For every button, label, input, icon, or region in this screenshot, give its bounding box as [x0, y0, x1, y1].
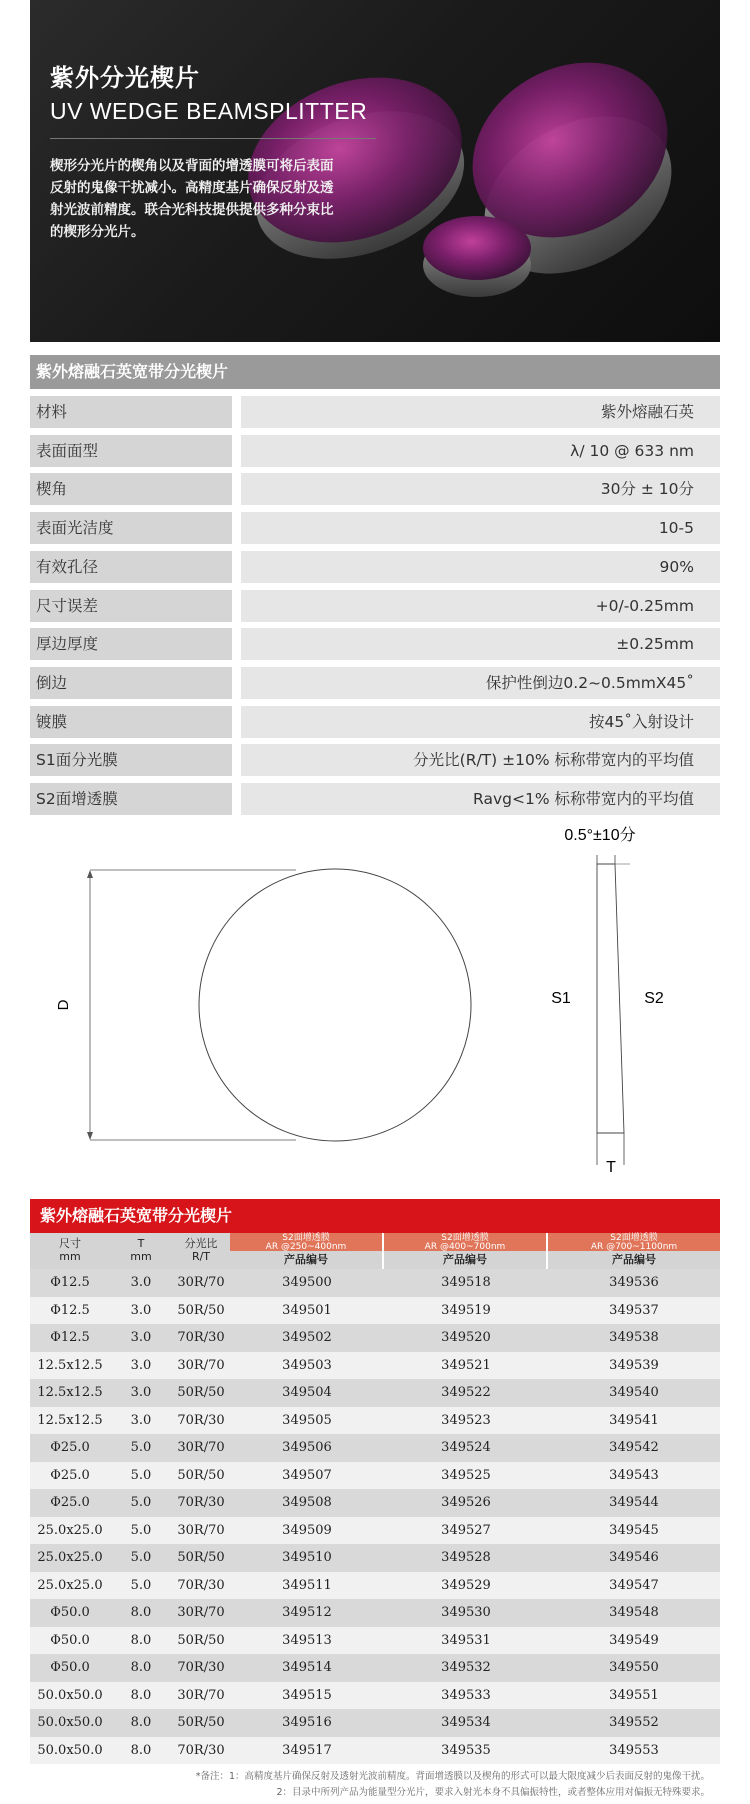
cell-size: Φ50.0 [50, 1605, 90, 1620]
col-header-t-label: T [137, 1237, 145, 1250]
footnote-2: 2：目录中所列产品为能量型分光片，要求入射光本身不具偏振特性，或者整体应用对偏振无特殊要求。 [276, 1787, 710, 1798]
spec-value: 30分 ± 10分 [241, 473, 720, 505]
col-header-ratio [172, 1233, 230, 1269]
cell-pn-ar-250-400: 349507 [282, 1467, 332, 1483]
cell-pn-ar-700-1100: 349552 [609, 1715, 659, 1730]
cell-ratio: 70R/30 [177, 1495, 225, 1510]
spec-row [30, 396, 720, 428]
cell-pn-ar-250-400: 349512 [282, 1605, 332, 1620]
col-header-pn-3: 产品编号 [548, 1251, 720, 1269]
cell-pn-ar-700-1100: 349544 [609, 1495, 659, 1510]
cell-pn-ar-400-700: 349525 [441, 1467, 491, 1483]
table-row [30, 1379, 720, 1407]
d-label: D [55, 999, 72, 1011]
spec-label: 尺寸误差 [30, 590, 232, 622]
cell-size: Φ25.0 [50, 1467, 90, 1483]
cell-t: 5.0 [130, 1440, 152, 1455]
hero-divider [50, 138, 376, 139]
cell-pn-ar-400-700: 349523 [441, 1412, 491, 1428]
cell-pn-ar-400-700: 349522 [441, 1385, 491, 1400]
cell-pn-ar-700-1100: 349539 [609, 1357, 659, 1373]
s1-label: S1 [551, 990, 571, 1007]
col-header-size [30, 1233, 110, 1269]
cell-t: 3.0 [130, 1330, 152, 1345]
col-header-ar-700-1100 [548, 1233, 720, 1251]
cell-t: 5.0 [130, 1522, 152, 1538]
cell-size: 50.0x50.0 [37, 1715, 103, 1730]
wedge-side-view [597, 864, 624, 1133]
spec-label: 倒边 [30, 667, 232, 699]
cell-pn-ar-400-700: 349521 [441, 1357, 491, 1373]
cell-pn-ar-250-400: 349511 [282, 1577, 332, 1593]
spec-value: 保护性倒边0.2~0.5mmX45˚ [241, 667, 720, 699]
cell-pn-ar-700-1100: 349537 [609, 1302, 659, 1318]
hero-title-cn: 紫外分光楔片 [50, 64, 200, 92]
spec-label: 表面光洁度 [30, 512, 232, 544]
spec-label: S1面分光膜 [30, 744, 232, 776]
cell-pn-ar-700-1100: 349546 [609, 1550, 659, 1565]
dimension-diagram [30, 820, 720, 1180]
table-row [30, 1544, 720, 1572]
cell-pn-ar-400-700: 349534 [441, 1715, 491, 1730]
cell-pn-ar-700-1100: 349551 [609, 1687, 659, 1703]
cell-size: 25.0x25.0 [37, 1550, 103, 1565]
spec-value: 90% [241, 551, 720, 583]
spec-value: 10-5 [241, 512, 720, 544]
cell-pn-ar-250-400: 349503 [282, 1357, 332, 1373]
cell-size: Φ25.0 [50, 1495, 90, 1510]
table-row [30, 1682, 720, 1710]
cell-pn-ar-700-1100: 349543 [609, 1467, 659, 1483]
cell-pn-ar-250-400: 349508 [282, 1495, 332, 1510]
spec-row [30, 551, 720, 583]
cell-t: 3.0 [130, 1357, 152, 1373]
cell-size: 12.5x12.5 [37, 1385, 103, 1400]
s2-label: S2 [644, 990, 664, 1007]
cell-ratio: 50R/50 [177, 1302, 225, 1318]
table-row [30, 1654, 720, 1682]
table-row [30, 1269, 720, 1297]
cell-pn-ar-250-400: 349510 [282, 1550, 332, 1565]
cell-ratio: 50R/50 [177, 1550, 225, 1565]
footnote-1: *备注：1：高精度基片确保反射及透射光波前精度。背面增透膜以及楔角的形式可以最大限度减少后表面反射的鬼像干扰。 [195, 1771, 710, 1782]
col-header-ar-250-400 [230, 1233, 382, 1251]
cell-pn-ar-700-1100: 349549 [609, 1632, 659, 1648]
cell-size: 50.0x50.0 [37, 1687, 103, 1703]
cell-pn-ar-700-1100: 349541 [609, 1412, 659, 1428]
cell-t: 3.0 [130, 1412, 152, 1428]
spec-row [30, 435, 720, 467]
cell-pn-ar-400-700: 349518 [441, 1275, 491, 1290]
cell-t: 8.0 [130, 1715, 152, 1730]
table-row [30, 1462, 720, 1490]
col-header-t [110, 1233, 172, 1269]
col-header-size-unit: mm [59, 1250, 81, 1263]
cell-ratio: 50R/50 [177, 1715, 225, 1730]
spec-row [30, 590, 720, 622]
cell-pn-ar-250-400: 349513 [282, 1632, 332, 1648]
cell-ratio: 50R/50 [177, 1467, 225, 1483]
cell-pn-ar-400-700: 349528 [441, 1550, 491, 1565]
cell-pn-ar-700-1100: 349547 [609, 1577, 659, 1593]
table-row [30, 1324, 720, 1352]
cell-ratio: 30R/70 [177, 1275, 225, 1290]
cell-pn-ar-400-700: 349527 [441, 1522, 491, 1538]
cell-t: 8.0 [130, 1660, 152, 1675]
cell-ratio: 70R/30 [177, 1330, 225, 1345]
cell-pn-ar-400-700: 349524 [441, 1440, 491, 1455]
table-row [30, 1737, 720, 1765]
cell-pn-ar-700-1100: 349542 [609, 1440, 659, 1455]
spec-value: ±0.25mm [241, 628, 720, 660]
cell-t: 8.0 [130, 1687, 152, 1703]
cell-size: 50.0x50.0 [37, 1742, 103, 1758]
spec-row [30, 706, 720, 738]
cell-pn-ar-700-1100: 349548 [609, 1605, 659, 1620]
cell-t: 5.0 [130, 1467, 152, 1483]
spec-table-title: 紫外熔融石英宽带分光楔片 [30, 355, 720, 389]
table-row [30, 1709, 720, 1737]
table-row [30, 1599, 720, 1627]
col-header-ar-400-700 [384, 1233, 546, 1251]
cell-pn-ar-400-700: 349533 [441, 1687, 491, 1703]
cell-pn-ar-700-1100: 349536 [609, 1275, 659, 1290]
ar3-line1: S2面增透膜 [610, 1233, 658, 1243]
cell-pn-ar-400-700: 349535 [441, 1742, 491, 1758]
product-table-title: 紫外熔融石英宽带分光楔片 [30, 1199, 720, 1233]
spec-label: 楔角 [30, 473, 232, 505]
spec-label: 材料 [30, 396, 232, 428]
ar2-line2: AR @400~700nm [424, 1241, 506, 1252]
cell-size: Φ12.5 [50, 1330, 90, 1345]
spec-label: 表面面型 [30, 435, 232, 467]
cell-ratio: 70R/30 [177, 1660, 225, 1675]
d-arrow-bottom [87, 1132, 93, 1140]
cell-pn-ar-400-700: 349519 [441, 1302, 491, 1318]
cell-pn-ar-250-400: 349516 [282, 1715, 332, 1730]
col-header-pn-1: 产品编号 [230, 1251, 382, 1269]
cell-size: 12.5x12.5 [37, 1412, 103, 1428]
spec-value: +0/-0.25mm [241, 590, 720, 622]
spec-value: 紫外熔融石英 [241, 396, 720, 428]
cell-t: 5.0 [130, 1495, 152, 1510]
cell-pn-ar-400-700: 349530 [441, 1605, 491, 1620]
spec-label: S2面增透膜 [30, 783, 232, 815]
cell-ratio: 30R/70 [177, 1687, 225, 1703]
cell-pn-ar-400-700: 349532 [441, 1660, 491, 1675]
cell-pn-ar-250-400: 349501 [282, 1302, 332, 1318]
cell-t: 5.0 [130, 1577, 152, 1593]
table-row [30, 1517, 720, 1545]
d-arrow-top [87, 870, 93, 878]
table-row [30, 1572, 720, 1600]
col-header-pn-2: 产品编号 [384, 1251, 546, 1269]
hero-description: 楔形分光片的楔角以及背面的增透膜可将后表面反射的鬼像干扰减小。高精度基片确保反射及透射光波前精度。联合光科技提供提供多种分束比的楔形分光片。 [50, 158, 334, 240]
cell-pn-ar-250-400: 349504 [282, 1385, 332, 1400]
table-row [30, 1297, 720, 1325]
cell-ratio: 70R/30 [177, 1742, 225, 1758]
cell-pn-ar-400-700: 349531 [441, 1632, 491, 1648]
spec-row [30, 512, 720, 544]
cell-t: 3.0 [130, 1302, 152, 1318]
cell-size: 25.0x25.0 [37, 1577, 103, 1593]
cell-size: 25.0x25.0 [37, 1522, 103, 1538]
cell-size: Φ12.5 [50, 1275, 90, 1290]
cell-pn-ar-250-400: 349505 [282, 1412, 332, 1428]
cell-pn-ar-700-1100: 349538 [609, 1330, 659, 1345]
cell-size: Φ25.0 [50, 1440, 90, 1455]
cell-size: Φ50.0 [50, 1632, 90, 1648]
small-lens [423, 216, 531, 297]
spec-label: 厚边厚度 [30, 628, 232, 660]
table-row [30, 1627, 720, 1655]
cell-ratio: 70R/30 [177, 1412, 225, 1428]
spec-label: 镀膜 [30, 706, 232, 738]
ar1-line2: AR @250~400nm [265, 1241, 347, 1252]
cell-ratio: 50R/50 [177, 1385, 225, 1400]
cell-pn-ar-400-700: 349520 [441, 1330, 491, 1345]
cell-size: Φ50.0 [50, 1660, 90, 1675]
spec-value: λ/ 10 @ 633 nm [241, 435, 720, 467]
spec-row [30, 628, 720, 660]
spec-value: 按45˚入射设计 [241, 706, 720, 738]
spec-row [30, 783, 720, 815]
cell-t: 3.0 [130, 1385, 152, 1400]
lens-outline-circle [199, 869, 471, 1141]
cell-ratio: 30R/70 [177, 1440, 225, 1455]
cell-pn-ar-250-400: 349517 [282, 1742, 332, 1758]
ar3-line2: AR @700~1100nm [590, 1241, 678, 1252]
col-header-ratio-label: 分光比 [184, 1237, 218, 1250]
spec-row [30, 667, 720, 699]
cell-pn-ar-700-1100: 349540 [609, 1385, 659, 1400]
cell-t: 8.0 [130, 1632, 152, 1648]
cell-pn-ar-250-400: 349500 [282, 1275, 332, 1290]
cell-pn-ar-700-1100: 349553 [609, 1742, 659, 1758]
spec-row [30, 473, 720, 505]
cell-pn-ar-250-400: 349506 [282, 1440, 332, 1455]
spec-row [30, 744, 720, 776]
cell-ratio: 50R/50 [177, 1632, 225, 1648]
col-header-t-unit: mm [130, 1250, 152, 1263]
cell-t: 8.0 [130, 1605, 152, 1620]
cell-pn-ar-250-400: 349502 [282, 1330, 332, 1345]
cell-pn-ar-250-400: 349514 [282, 1660, 332, 1675]
spec-value: Ravg<1% 标称带宽内的平均值 [241, 783, 720, 815]
cell-ratio: 30R/70 [177, 1357, 225, 1373]
table-row [30, 1352, 720, 1380]
cell-pn-ar-700-1100: 349550 [609, 1660, 659, 1675]
cell-pn-ar-400-700: 349529 [441, 1577, 491, 1593]
cell-size: 12.5x12.5 [37, 1357, 103, 1373]
col-header-ratio-unit: R/T [191, 1250, 211, 1263]
cell-pn-ar-250-400: 349515 [282, 1687, 332, 1703]
t-label: T [606, 1159, 616, 1176]
spec-value: 分光比(R/T) ±10% 标称带宽内的平均值 [241, 744, 720, 776]
col-header-size-label: 尺寸 [59, 1237, 81, 1250]
cell-t: 8.0 [130, 1742, 152, 1758]
angle-label: 0.5°±10分 [564, 827, 636, 844]
cell-size: Φ12.5 [50, 1302, 90, 1318]
hero-banner [30, 0, 720, 342]
cell-t: 5.0 [130, 1550, 152, 1565]
table-row [30, 1489, 720, 1517]
ar1-line1: S2面增透膜 [282, 1233, 330, 1243]
cell-t: 3.0 [130, 1275, 152, 1290]
cell-pn-ar-250-400: 349509 [282, 1522, 332, 1538]
cell-ratio: 70R/30 [177, 1577, 225, 1593]
table-row [30, 1434, 720, 1462]
cell-pn-ar-400-700: 349526 [441, 1495, 491, 1510]
cell-ratio: 30R/70 [177, 1605, 225, 1620]
table-row [30, 1407, 720, 1435]
cell-pn-ar-700-1100: 349545 [609, 1522, 659, 1538]
hero-title-en: UV WEDGE BEAMSPLITTER [50, 98, 368, 124]
ar2-line1: S2面增透膜 [441, 1233, 489, 1243]
spec-label: 有效孔径 [30, 551, 232, 583]
cell-ratio: 30R/70 [177, 1522, 225, 1538]
